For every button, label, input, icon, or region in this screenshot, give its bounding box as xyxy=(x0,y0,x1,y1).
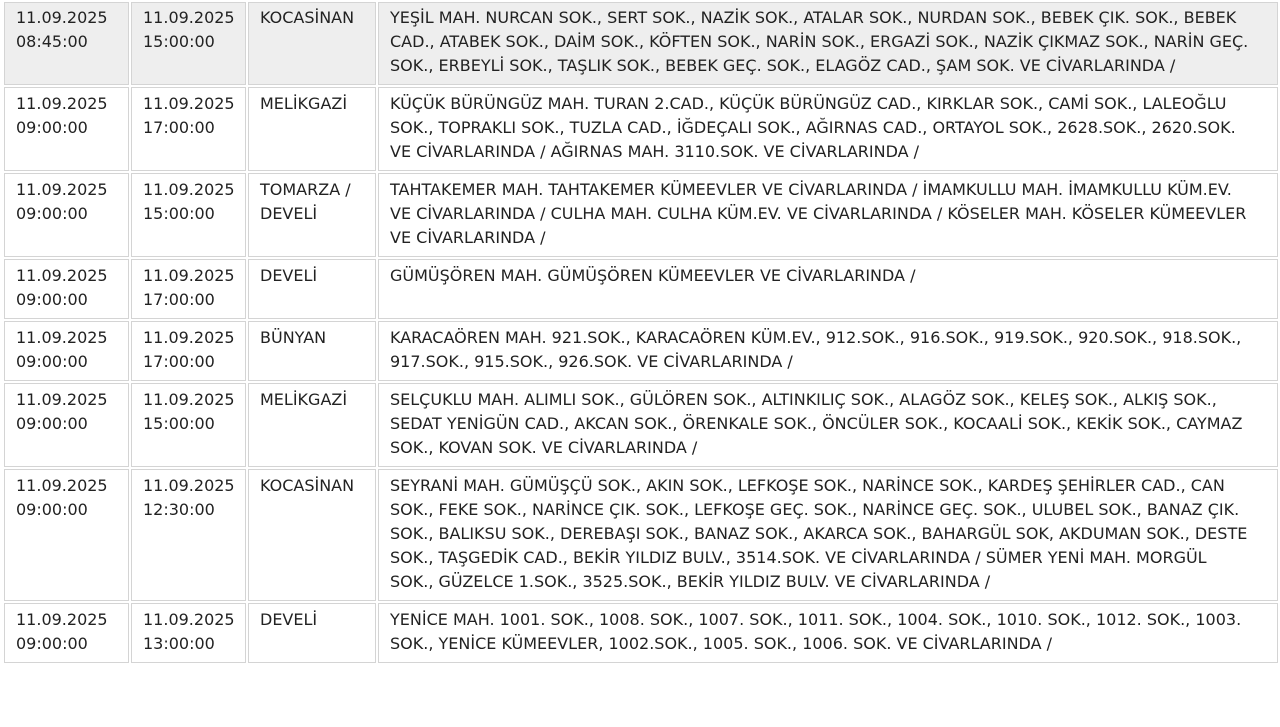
table-row xyxy=(4,2,1278,85)
start-cell xyxy=(4,173,129,257)
district-cell: KOCASİNAN xyxy=(248,469,376,601)
area-cell: YENİCE MAH. 1001. SOK., 1008. SOK., 1007. SOK., 1011. SOK., 1004. SOK., 1010. SOK., 1012. SOK., 1003. SOK., YENİCE KÜMEEVLER, 1002.SOK., 1005. SOK., 1006. SOK. VE CİVARLARINDA / xyxy=(378,603,1278,663)
district-cell: DEVELİ xyxy=(248,259,376,319)
end-cell xyxy=(131,469,246,601)
start-date: 11.09.2025 xyxy=(16,390,108,409)
start-date: 11.09.2025 xyxy=(16,476,108,495)
start-date: 11.09.2025 xyxy=(16,266,108,285)
start-time: 09:00:00 xyxy=(16,414,88,433)
district-cell: BÜNYAN xyxy=(248,321,376,381)
start-time: 09:00:00 xyxy=(16,118,88,137)
end-cell xyxy=(131,2,246,85)
table-row xyxy=(4,469,1278,601)
start-date: 11.09.2025 xyxy=(16,180,108,199)
area-cell: TAHTAKEMER MAH. TAHTAKEMER KÜMEEVLER VE CİVARLARINDA / İMAMKULLU MAH. İMAMKULLU KÜM.EV. VE CİVARLARINDA / CULHA MAH. CULHA KÜM.EV. VE CİVARLARINDA / KÖSELER MAH. KÖSELER KÜMEEVLER VE CİVARLARINDA / xyxy=(378,173,1278,257)
table-row xyxy=(4,173,1278,257)
end-time: 12:30:00 xyxy=(143,500,215,519)
district-cell: DEVELİ xyxy=(248,603,376,663)
district-cell: MELİKGAZİ xyxy=(248,383,376,467)
area-cell: KARACAÖREN MAH. 921.SOK., KARACAÖREN KÜM.EV., 912.SOK., 916.SOK., 919.SOK., 920.SOK., 918.SOK., 917.SOK., 915.SOK., 926.SOK. VE CİVARLARINDA / xyxy=(378,321,1278,381)
end-cell xyxy=(131,259,246,319)
end-time: 17:00:00 xyxy=(143,118,215,137)
end-cell xyxy=(131,383,246,467)
end-date: 11.09.2025 xyxy=(143,476,235,495)
start-time: 09:00:00 xyxy=(16,204,88,223)
end-date: 11.09.2025 xyxy=(143,94,235,113)
table-row xyxy=(4,383,1278,467)
area-cell: SELÇUKLU MAH. ALIMLI SOK., GÜLÖREN SOK., ALTINKILIÇ SOK., ALAGÖZ SOK., KELEŞ SOK., ALKIŞ SOK., SEDAT YENİGÜN CAD., AKCAN SOK., ÖRENKALE SOK., ÖNCÜLER SOK., KOCAALİ SOK., KEKİK SOK., CAYMAZ SOK., KOVAN SOK. VE CİVARLARINDA / xyxy=(378,383,1278,467)
area-cell: SEYRANİ MAH. GÜMÜŞÇÜ SOK., AKIN SOK., LEFKOŞE SOK., NARİNCE SOK., KARDEŞ ŞEHİRLER CAD., CAN SOK., FEKE SOK., NARİNCE ÇIK. SOK., LEFKOŞE GEÇ. SOK., NARİNCE GEÇ. SOK., ULUBEL SOK., BANAZ ÇIK. SOK., BALIKSU SOK., DEREBAŞI SOK., BANAZ SOK., AKARCA SOK., BAHARGÜL SOK, AKDUMAN SOK., DESTE SOK., TAŞGEDİK CAD., BEKİR YILDIZ BULV., 3514.SOK. VE CİVARLARINDA / SÜMER YENİ MAH. MORGÜL SOK., GÜZELCE 1.SOK., 3525.SOK., BEKİR YILDIZ BULV. VE CİVARLARINDA / xyxy=(378,469,1278,601)
start-time: 09:00:00 xyxy=(16,634,88,653)
start-date: 11.09.2025 xyxy=(16,94,108,113)
end-date: 11.09.2025 xyxy=(143,266,235,285)
outage-table-container xyxy=(2,0,1280,665)
start-cell xyxy=(4,2,129,85)
start-date: 11.09.2025 xyxy=(16,610,108,629)
start-time: 09:00:00 xyxy=(16,352,88,371)
district-cell: TOMARZA / DEVELİ xyxy=(248,173,376,257)
end-time: 17:00:00 xyxy=(143,290,215,309)
end-date: 11.09.2025 xyxy=(143,610,235,629)
outage-table-body xyxy=(4,2,1278,663)
area-cell: GÜMÜŞÖREN MAH. GÜMÜŞÖREN KÜMEEVLER VE CİVARLARINDA / xyxy=(378,259,1278,319)
end-time: 15:00:00 xyxy=(143,414,215,433)
area-cell: YEŞİL MAH. NURCAN SOK., SERT SOK., NAZİK SOK., ATALAR SOK., NURDAN SOK., BEBEK ÇIK. SOK., BEBEK CAD., ATABEK SOK., DAİM SOK., KÖFTEN SOK., NARİN SOK., ERGAZİ SOK., NAZİK ÇIKMAZ SOK., NARİN GEÇ. SOK., ERBEYLİ SOK., TAŞLIK SOK., BEBEK GEÇ. SOK., ELAGÖZ CAD., ŞAM SOK. VE CİVARLARINDA / xyxy=(378,2,1278,85)
table-row xyxy=(4,321,1278,381)
start-cell xyxy=(4,321,129,381)
start-cell xyxy=(4,87,129,171)
end-time: 13:00:00 xyxy=(143,634,215,653)
start-cell xyxy=(4,603,129,663)
end-date: 11.09.2025 xyxy=(143,180,235,199)
district-cell: KOCASİNAN xyxy=(248,2,376,85)
end-cell xyxy=(131,87,246,171)
start-date: 11.09.2025 xyxy=(16,328,108,347)
end-time: 17:00:00 xyxy=(143,352,215,371)
district-cell: MELİKGAZİ xyxy=(248,87,376,171)
table-row xyxy=(4,603,1278,663)
area-cell: KÜÇÜK BÜRÜNGÜZ MAH. TURAN 2.CAD., KÜÇÜK BÜRÜNGÜZ CAD., KIRKLAR SOK., CAMİ SOK., LALEOĞLU SOK., TOPRAKLI SOK., TUZLA CAD., İĞDEÇALI SOK., AĞIRNAS CAD., ORTAYOL SOK., 2628.SOK., 2620.SOK. VE CİVARLARINDA / AĞIRNAS MAH. 3110.SOK. VE CİVARLARINDA / xyxy=(378,87,1278,171)
end-cell xyxy=(131,173,246,257)
end-cell xyxy=(131,321,246,381)
end-time: 15:00:00 xyxy=(143,204,215,223)
end-date: 11.09.2025 xyxy=(143,390,235,409)
start-time: 08:45:00 xyxy=(16,32,88,51)
start-cell xyxy=(4,469,129,601)
start-cell xyxy=(4,259,129,319)
start-date: 11.09.2025 xyxy=(16,8,108,27)
start-cell xyxy=(4,383,129,467)
end-date: 11.09.2025 xyxy=(143,8,235,27)
end-time: 15:00:00 xyxy=(143,32,215,51)
end-date: 11.09.2025 xyxy=(143,328,235,347)
end-cell xyxy=(131,603,246,663)
start-time: 09:00:00 xyxy=(16,500,88,519)
start-time: 09:00:00 xyxy=(16,290,88,309)
outage-table xyxy=(2,0,1280,665)
table-row xyxy=(4,259,1278,319)
table-row xyxy=(4,87,1278,171)
